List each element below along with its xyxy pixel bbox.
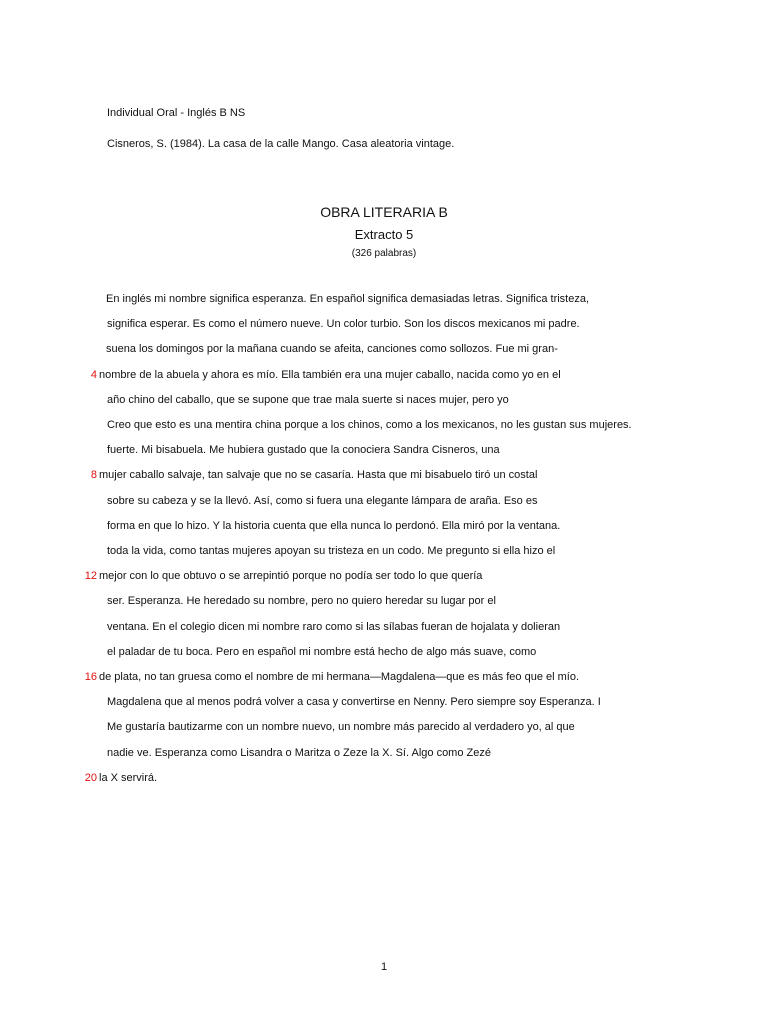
text-line	[0, 392, 768, 408]
line-number: 4	[90, 369, 97, 381]
text-line	[0, 493, 768, 509]
line-text: ser. Esperanza. He heredado su nombre, pero no quiero heredar su lugar por el	[107, 595, 496, 607]
line-text: sobre su cabeza y se la llevó. Así, como si fuera una elegante lámpara de araña. Eso es	[107, 495, 538, 507]
text-line	[0, 669, 768, 685]
text-line	[0, 316, 768, 332]
line-text: forma en que lo hizo. Y la historia cuenta que ella nunca lo perdonó. Ella miró por la ventana.	[107, 520, 561, 532]
line-text: fuerte. Mi bisabuela. Me hubiera gustado que la conociera Sandra Cisneros, una	[107, 444, 500, 456]
line-text: año chino del caballo, que se supone que trae mala suerte si naces mujer, pero yo	[107, 394, 509, 406]
line-text: nadie ve. Esperanza como Lisandra o Maritza o Zeze la X. Sí. Algo como Zezé	[107, 747, 491, 759]
text-line	[0, 745, 768, 761]
line-text: mujer caballo salvaje, tan salvaje que no se casaría. Hasta que mi bisabuelo tiró un costal	[99, 469, 538, 481]
line-text: Me gustaría bautizarme con un nombre nuevo, un nombre más parecido al verdadero yo, al que	[107, 721, 575, 733]
text-line	[0, 367, 768, 383]
line-text: ventana. En el colegio dicen mi nombre raro como si las sílabas fueran de hojalata y dolieran	[107, 621, 561, 633]
text-line	[0, 719, 768, 735]
line-number: 20	[84, 772, 97, 784]
line-number: 16	[84, 671, 97, 683]
line-text: la X servirá.	[99, 772, 158, 784]
line-text: nombre de la abuela y ahora es mío. Ella también era una mujer caballo, nacida como yo en el	[99, 369, 561, 381]
text-line	[0, 644, 768, 660]
citation: Cisneros, S. (1984). La casa de la calle Mango. Casa aleatoria vintage.	[107, 138, 455, 150]
extract-subtitle: Extracto 5	[354, 227, 414, 242]
text-line	[0, 770, 768, 786]
word-count: (326 palabras)	[351, 248, 417, 259]
line-text: significa esperar. Es como el número nueve. Un color turbio. Son los discos mexicanos mi padre.	[107, 318, 580, 330]
text-line	[0, 518, 768, 534]
text-line	[0, 417, 768, 433]
line-number: 8	[90, 469, 97, 481]
line-text: toda la vida, como tantas mujeres apoyan su tristeza en un codo. Me pregunto si ella hizo el	[107, 545, 556, 557]
line-text: suena los domingos por la mañana cuando se afeita, canciones como sollozos. Fue mi gran-	[106, 343, 558, 355]
page-number: 1	[380, 961, 388, 973]
text-line	[0, 543, 768, 559]
text-line	[0, 467, 768, 483]
line-number: 12	[84, 570, 97, 582]
line-text: En inglés mi nombre significa esperanza. En español significa demasiadas letras. Significa tristeza,	[106, 293, 590, 305]
line-text: el paladar de tu boca. Pero en español mi nombre está hecho de algo más suave, como	[107, 646, 537, 658]
text-line	[0, 442, 768, 458]
text-line	[0, 568, 768, 584]
page-title: OBRA LITERARIA B	[320, 204, 448, 220]
line-text: de plata, no tan gruesa como el nombre de mi hermana—Magdalena—que es más feo que el mío.	[99, 671, 579, 683]
line-text: mejor con lo que obtuvo o se arrepintió porque no podía ser todo lo que quería	[99, 570, 483, 582]
text-line	[0, 694, 768, 710]
line-text: Magdalena que al menos podrá volver a casa y convertirse en Nenny. Pero siempre soy Esperanza. I	[107, 696, 601, 708]
course-header: Individual Oral - Inglés B NS	[107, 107, 246, 119]
text-line	[0, 291, 768, 307]
text-line	[0, 619, 768, 635]
line-text: Creo que esto es una mentira china porque a los chinos, como a los mexicanos, no les gustan sus mujeres.	[107, 419, 632, 431]
text-line	[0, 341, 768, 357]
text-line	[0, 593, 768, 609]
